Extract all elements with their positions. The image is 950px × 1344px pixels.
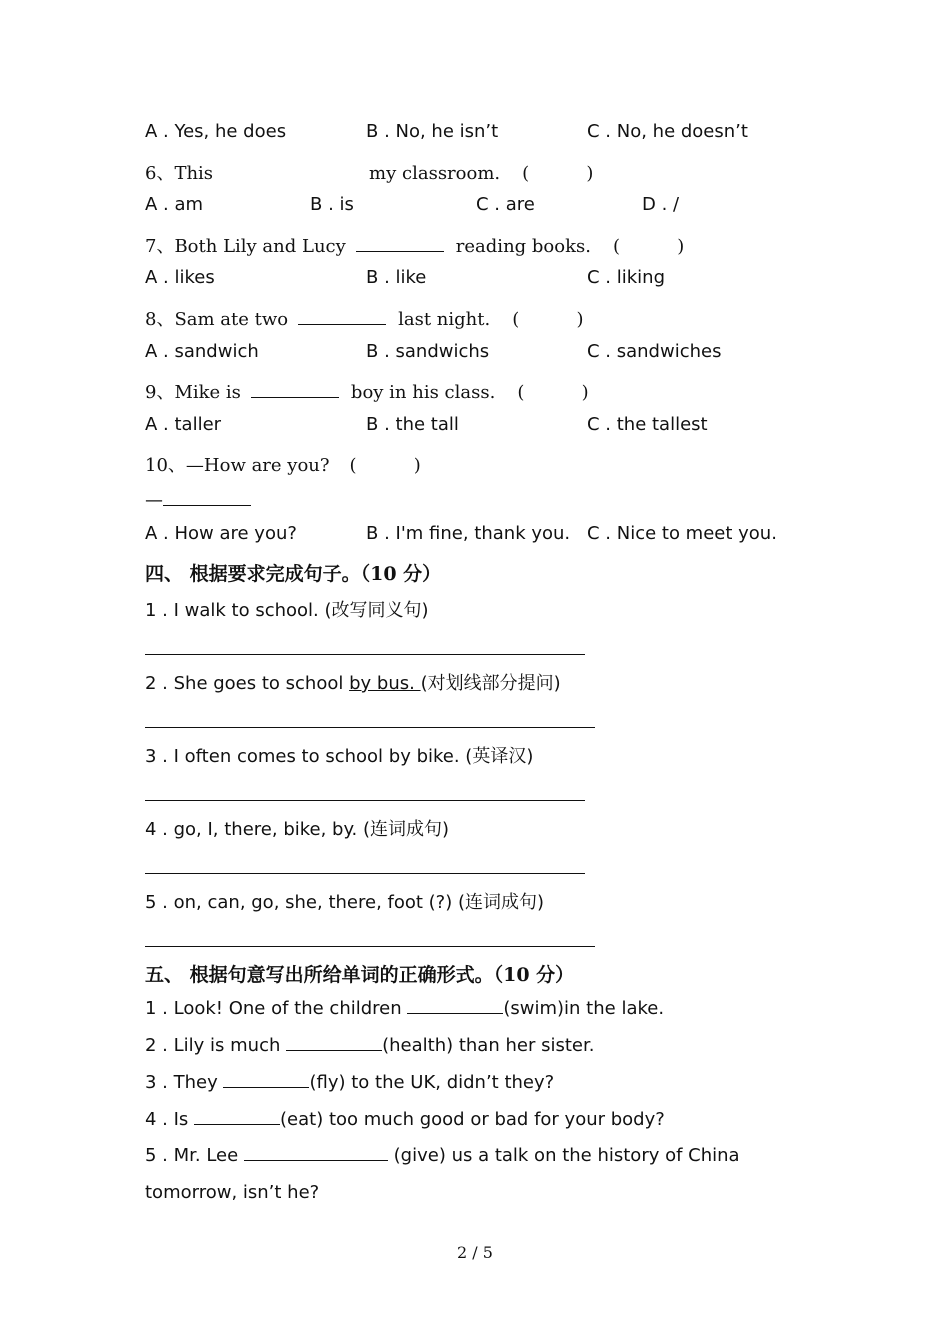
page-number: 2 / 5	[457, 1243, 493, 1262]
q6-option-a: A . am	[145, 194, 204, 215]
s5-item-2-post: (health) than her sister.	[382, 1035, 595, 1056]
question-7	[145, 232, 684, 258]
q9-option-a: A . taller	[145, 414, 222, 435]
s4-item-2	[145, 669, 561, 695]
q5-option-b: B . No, he isn’t	[366, 121, 499, 142]
question-8-blank	[298, 308, 386, 325]
s5-item-1-blank[interactable]	[407, 997, 503, 1014]
question-10-dash: —	[145, 490, 163, 511]
s4-answer-line-5[interactable]	[145, 946, 595, 947]
q6-option-d: D . /	[642, 194, 680, 215]
q7-option-c: C . liking	[587, 267, 665, 288]
s4-item-2-pre: 2 . She goes to school	[145, 673, 350, 694]
q6-option-b: B . is	[310, 194, 354, 215]
question-9-blank	[251, 381, 339, 398]
question-7-blank	[356, 235, 444, 252]
s5-item-3-blank[interactable]	[223, 1071, 309, 1088]
s4-item-2-underlined: by bus.	[349, 673, 421, 694]
s4-item-2-post: (对划线部分提问)	[420, 673, 561, 694]
question-9-rest: boy in his class.	[350, 382, 496, 403]
question-10-paren: ( )	[349, 455, 421, 476]
q5-option-a: A . Yes, he does	[145, 121, 287, 142]
q10-option-b: B . I'm fine, thank you.	[366, 523, 571, 544]
question-8-stem: 8、Sam ate two	[145, 309, 289, 330]
s5-item-4-pre: 4 . Is	[145, 1109, 195, 1130]
s5-item-2	[145, 1034, 594, 1056]
s5-item-5	[145, 1144, 740, 1166]
question-7-paren: ( )	[612, 236, 685, 257]
q7-option-a: A . likes	[145, 267, 215, 288]
s5-item-3-post: (fly) to the UK, didn’t they?	[309, 1072, 555, 1093]
question-6-stem: 6、This	[145, 163, 214, 184]
question-10-stem: 10、—How are you?	[145, 455, 330, 476]
s5-item-5-pre: 5 . Mr. Lee	[145, 1145, 244, 1166]
s5-item-1	[145, 997, 664, 1019]
question-10-blank	[163, 489, 251, 506]
question-7-stem: 7、Both Lily and Lucy	[145, 236, 346, 257]
question-10-reply	[145, 489, 251, 511]
q8-option-a: A . sandwich	[145, 341, 259, 362]
question-8-rest: last night.	[398, 309, 491, 330]
s5-item-2-blank[interactable]	[286, 1034, 382, 1051]
s5-item-5-post: (give) us a talk on the history of China	[387, 1145, 740, 1166]
s4-item-3: 3 . I often comes to school by bike. (英译汉)	[145, 746, 534, 767]
s4-item-4: 4 . go, I, there, bike, by. (连词成句)	[145, 819, 450, 840]
q10-option-a: A . How are you?	[145, 523, 297, 544]
s5-item-4	[145, 1108, 665, 1130]
q10-option-c: C . Nice to meet you.	[587, 523, 777, 544]
s4-item-1: 1 . I walk to school. (改写同义句)	[145, 600, 429, 621]
s5-item-2-pre: 2 . Lily is much	[145, 1035, 287, 1056]
s5-item-3-pre: 3 . They	[145, 1072, 224, 1093]
question-9	[145, 378, 589, 404]
s5-item-3	[145, 1071, 554, 1093]
question-9-paren: ( )	[517, 382, 589, 403]
question-7-rest: reading books.	[455, 236, 591, 257]
section-5-title: 五、 根据句意写出所给单词的正确形式。（10 分）	[145, 964, 575, 986]
s4-answer-line-3[interactable]	[145, 800, 585, 801]
question-8-paren: ( )	[512, 309, 584, 330]
s5-item-4-post: (eat) too much good or bad for your body?	[280, 1109, 665, 1130]
question-10	[145, 451, 421, 477]
q5-option-c: C . No, he doesn’t	[587, 121, 748, 142]
section-4-title: 四、 根据要求完成句子。（10 分）	[145, 563, 442, 585]
s5-item-1-pre: 1 . Look! One of the children	[145, 998, 408, 1019]
s5-item-5-blank[interactable]	[244, 1144, 388, 1161]
question-8	[145, 305, 584, 331]
q9-option-c: C . the tallest	[587, 414, 708, 435]
question-9-stem: 9、Mike is	[145, 382, 241, 403]
s5-item-5-continuation: tomorrow, isn’t he?	[145, 1182, 320, 1203]
q6-option-c: C . are	[476, 194, 535, 215]
q8-option-c: C . sandwiches	[587, 341, 722, 362]
question-6-paren: ( )	[522, 163, 594, 184]
s4-answer-line-4[interactable]	[145, 873, 585, 874]
s5-item-1-post: (swim)in the lake.	[503, 998, 665, 1019]
q9-option-b: B . the tall	[366, 414, 459, 435]
s4-answer-line-1[interactable]	[145, 654, 585, 655]
s4-answer-line-2[interactable]	[145, 727, 595, 728]
s4-item-5: 5 . on, can, go, she, there, foot (?) (连词成句)	[145, 892, 545, 913]
q7-option-b: B . like	[366, 267, 427, 288]
question-6	[145, 159, 593, 185]
q8-option-b: B . sandwichs	[366, 341, 490, 362]
question-6-rest: my classroom.	[369, 163, 501, 184]
s5-item-4-blank[interactable]	[194, 1108, 280, 1125]
